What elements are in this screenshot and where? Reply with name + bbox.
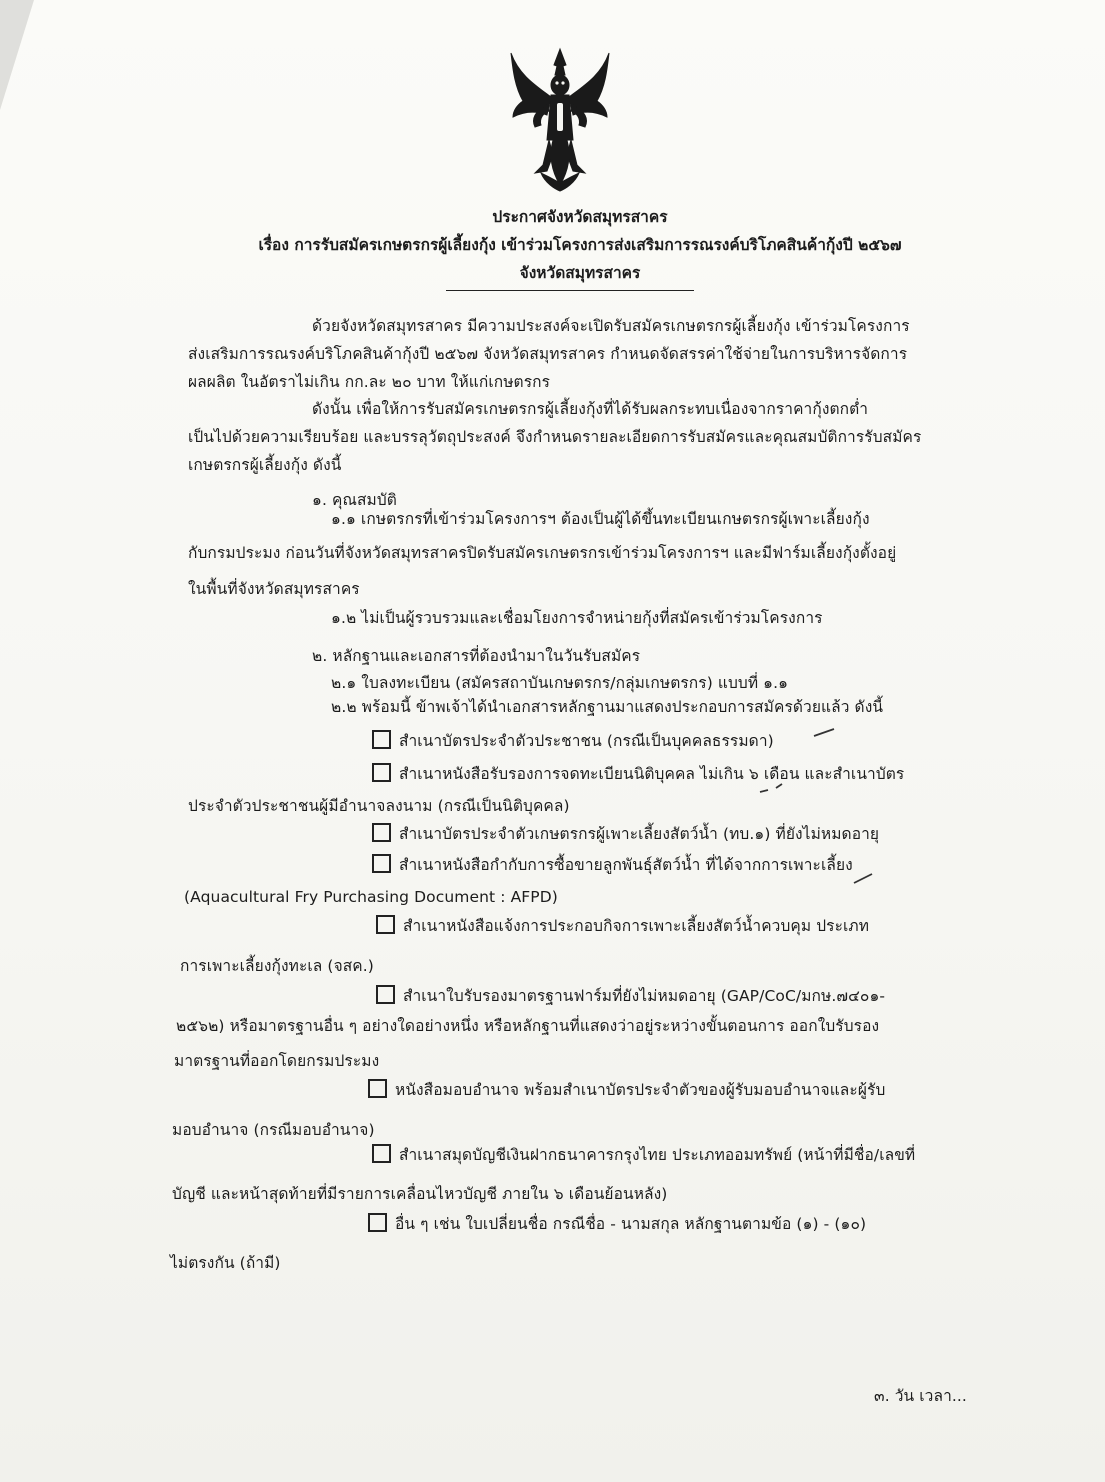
checklist-item-5-continuation: การเพาะเลี้ยงกุ้งทะเล (จสค.): [180, 957, 374, 975]
paragraph-1-line-3: ผลผลิต ในอัตราไม่เกิน กก.ละ ๒๐ บาท ให้แก่เกษตรกร: [188, 373, 551, 391]
paragraph-2-line-1: ดังนั้น เพื่อให้การรับสมัครเกษตรกรผู้เลี้ยงกุ้งที่ได้รับผลกระทบเนื่องจากราคากุ้งตกต่ำ: [312, 400, 869, 418]
checklist-item-4: [372, 852, 853, 877]
page-fold-corner: [0, 0, 34, 110]
paragraph-2-line-3: เกษตรกรผู้เลี้ยงกุ้ง ดังนี้: [188, 456, 342, 474]
paragraph-1-line-1: ด้วยจังหวัดสมุทรสาคร มีความประสงค์จะเปิดรับสมัครเกษตรกรผู้เลี้ยงกุ้ง เข้าร่วมโครงการ: [312, 317, 910, 335]
checkbox-9[interactable]: [368, 1213, 387, 1232]
checkbox-5[interactable]: [376, 915, 395, 934]
checklist-item-5: [376, 913, 869, 938]
checklist-item-1-label: สำเนาบัตรประจำตัวประชาชน (กรณีเป็นบุคคลธรรมดา): [399, 732, 774, 750]
continuation-note: ๓. วัน เวลา...: [874, 1387, 967, 1405]
checklist-item-2-label: สำเนาหนังสือรับรองการจดทะเบียนนิติบุคคล ไม่เกิน ๖ เดือน และสำเนาบัตร: [399, 765, 905, 783]
checkbox-8[interactable]: [372, 1144, 391, 1163]
checklist-item-8-label: สำเนาสมุดบัญชีเงินฝากธนาคารกรุงไทย ประเภทออมทรัพย์ (หน้าที่มีชื่อ/เลขที่: [399, 1146, 916, 1164]
pen-tick-mark-icon: [758, 782, 792, 798]
title-underline: [446, 290, 694, 291]
item-1-1-line-2: กับกรมประมง ก่อนวันที่จังหวัดสมุทรสาครปิดรับสมัครเกษตรกรเข้าร่วมโครงการฯ และมีฟาร์มเลี้ยงกุ้งตั้งอยู่: [188, 544, 897, 562]
checkbox-4[interactable]: [372, 854, 391, 873]
paragraph-1-line-2: ส่งเสริมการรณรงค์บริโภคสินค้ากุ้งปี ๒๕๖๗ จังหวัดสมุทรสาคร กำหนดจัดสรรค่าใช้จ่ายในการบริหารจัดการ: [188, 345, 908, 363]
checklist-item-9-continuation: ไม่ตรงกัน (ถ้ามี): [170, 1254, 281, 1272]
section-1-heading: ๑. คุณสมบัติ: [312, 491, 397, 509]
checklist-item-2: [372, 761, 904, 786]
checklist-item-7-continuation: มอบอำนาจ (กรณีมอบอำนาจ): [172, 1121, 375, 1139]
garuda-emblem-icon: [505, 45, 615, 195]
checklist-item-1: [372, 728, 774, 753]
announcement-heading: ประกาศจังหวัดสมุทรสาคร: [492, 208, 668, 226]
item-2-2: ๒.๒ พร้อมนี้ ข้าพเจ้าได้นำเอกสารหลักฐานมาแสดงประกอบการสมัครด้วยแล้ว ดังนี้: [331, 698, 884, 716]
checklist-item-6: [376, 983, 885, 1008]
checklist-item-6-continuation-1: ๒๕๖๒) หรือมาตรฐานอื่น ๆ อย่างใดอย่างหนึ่ง หรือหลักฐานที่แสดงว่าอยู่ระหว่างขั้นตอนการ ออกใบรับรอง: [176, 1017, 880, 1035]
pen-tick-mark-icon: [812, 726, 838, 740]
checklist-item-6-continuation-2: มาตรฐานที่ออกโดยกรมประมง: [174, 1052, 380, 1070]
item-1-1-line-1: ๑.๑ เกษตรกรที่เข้าร่วมโครงการฯ ต้องเป็นผู้ได้ขึ้นทะเบียนเกษตรกรผู้เพาะเลี้ยงกุ้ง: [331, 510, 870, 528]
checkbox-3[interactable]: [372, 823, 391, 842]
checkbox-6[interactable]: [376, 985, 395, 1004]
checklist-item-5-label: สำเนาหนังสือแจ้งการประกอบกิจการเพาะเลี้ยงสัตว์น้ำควบคุม ประเภท: [403, 917, 870, 935]
checklist-item-8: [372, 1142, 915, 1167]
checklist-item-3-label: สำเนาบัตรประจำตัวเกษตรกรผู้เพาะเลี้ยงสัตว์น้ำ (ทบ.๑) ที่ยังไม่หมดอายุ: [399, 825, 880, 843]
item-1-2: ๑.๒ ไม่เป็นผู้รวบรวมและเชื่อมโยงการจำหน่ายกุ้งที่สมัครเข้าร่วมโครงการ: [331, 609, 823, 627]
section-2-heading: ๒. หลักฐานและเอกสารที่ต้องนำมาในวันรับสมัคร: [312, 647, 641, 665]
checklist-item-4-label: สำเนาหนังสือกำกับการซื้อขายลูกพันธุ์สัตว์น้ำ ที่ได้จากการเพาะเลี้ยง: [399, 856, 853, 874]
province-heading: จังหวัดสมุทรสาคร: [519, 264, 641, 282]
pen-tick-mark-icon: [852, 870, 878, 886]
checkbox-7[interactable]: [368, 1079, 387, 1098]
checkbox-1[interactable]: [372, 730, 391, 749]
item-1-1-line-3: ในพื้นที่จังหวัดสมุทรสาคร: [188, 580, 360, 598]
checklist-item-7: [368, 1077, 885, 1102]
paragraph-2-line-2: เป็นไปด้วยความเรียบร้อย และบรรลุวัตถุประสงค์ จึงกำหนดรายละเอียดการรับสมัครและคุณสมบัติการรับสมัคร: [188, 428, 922, 446]
checklist-item-2-continuation: ประจำตัวประชาชนผู้มีอำนาจลงนาม (กรณีเป็นนิติบุคคล): [188, 797, 570, 815]
checklist-item-4-continuation: (Aquacultural Fry Purchasing Document : AFPD): [184, 888, 558, 906]
item-2-1: ๒.๑ ใบลงทะเบียน (สมัครสถาบันเกษตรกร/กลุ่มเกษตรกร) แบบที่ ๑.๑: [331, 674, 789, 692]
checkbox-2[interactable]: [372, 763, 391, 782]
subject-heading: เรื่อง การรับสมัครเกษตรกรผู้เลี้ยงกุ้ง เข้าร่วมโครงการส่งเสริมการรณรงค์บริโภคสินค้ากุ้งปี ๒๕๖๗: [258, 236, 902, 254]
checklist-item-6-label: สำเนาใบรับรองมาตรฐานฟาร์มที่ยังไม่หมดอายุ (GAP/CoC/มกษ.๗๔๐๑-: [403, 987, 886, 1005]
checklist-item-3: [372, 821, 879, 846]
checklist-item-8-continuation: บัญชี และหน้าสุดท้ายที่มีรายการเคลื่อนไหวบัญชี ภายใน ๖ เดือนย้อนหลัง): [172, 1185, 668, 1203]
checklist-item-9: [368, 1211, 866, 1236]
checklist-item-9-label: อื่น ๆ เช่น ใบเปลี่ยนชื่อ กรณีชื่อ - นามสกุล หลักฐานตามข้อ (๑) - (๑๐): [395, 1215, 867, 1233]
checklist-item-7-label: หนังสือมอบอำนาจ พร้อมสำเนาบัตรประจำตัวของผู้รับมอบอำนาจและผู้รับ: [395, 1081, 886, 1099]
